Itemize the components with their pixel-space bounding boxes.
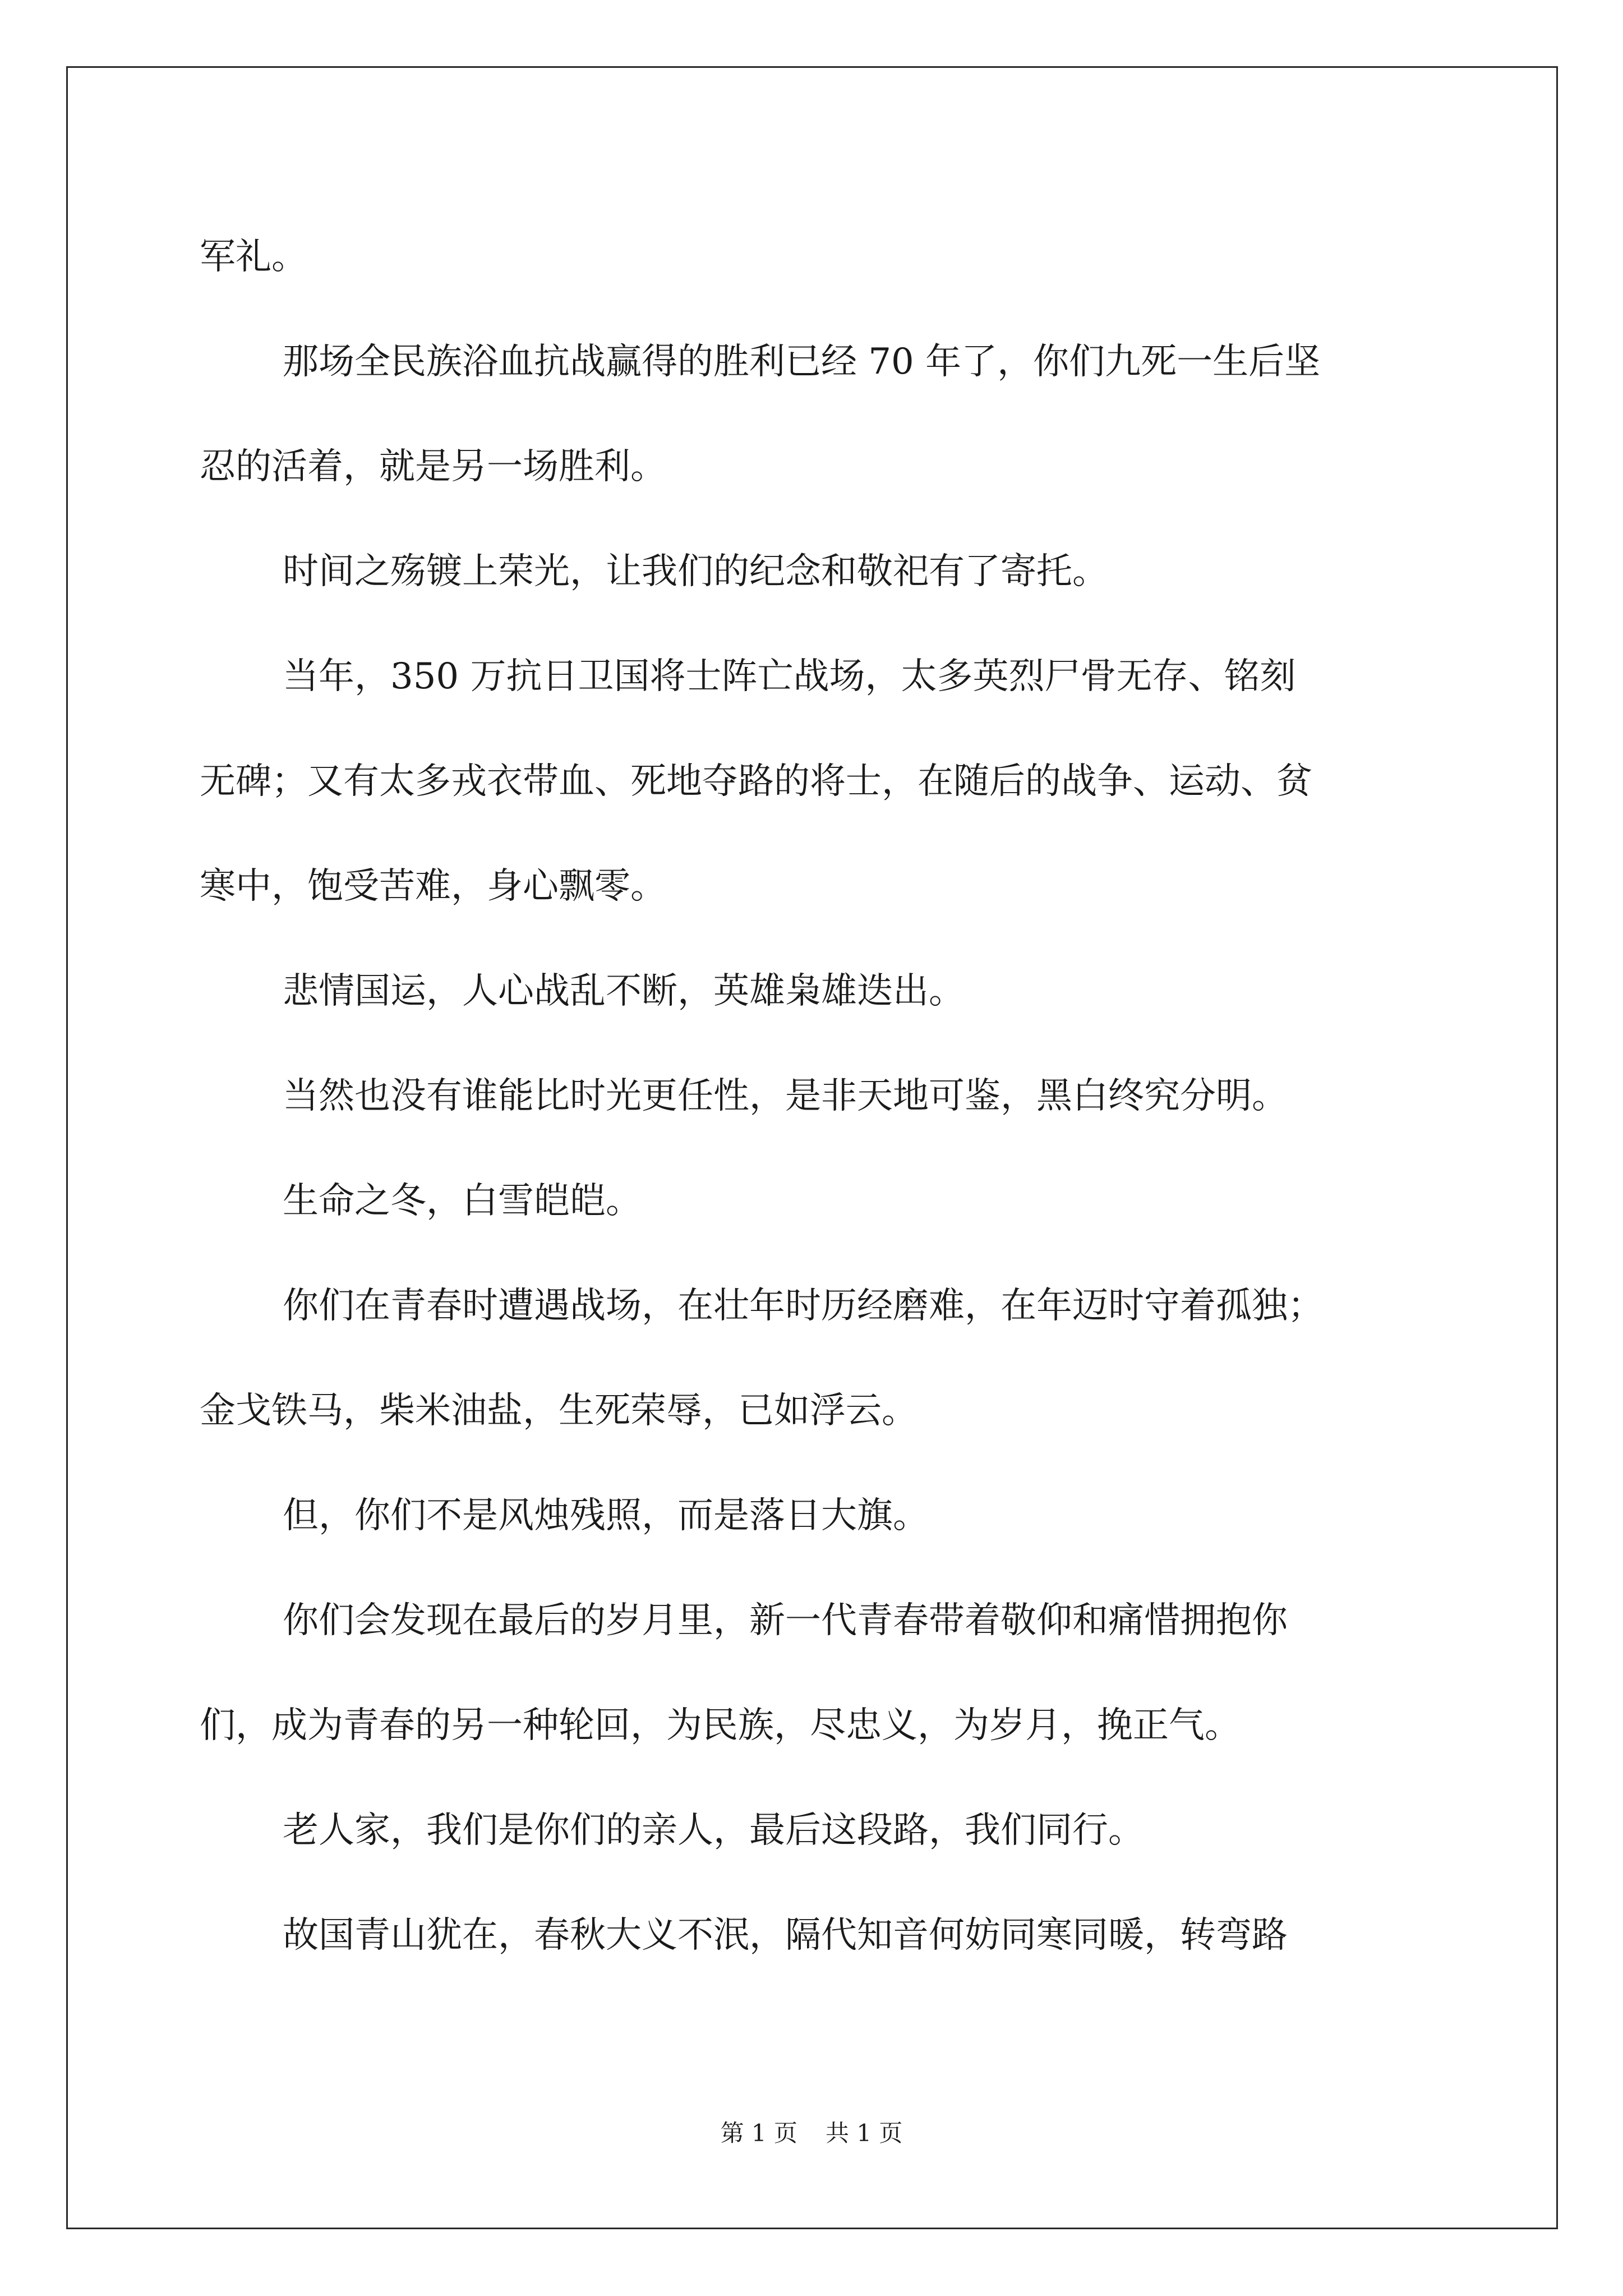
page-footer — [0, 2115, 1623, 2148]
text-line-16: 老人家，我们是你们的亲人，最后这段路，我们同行。 — [283, 1810, 1144, 1851]
text-line-9: 当然也没有谁能比时光更任性，是非天地可鉴，黑白终究分明。 — [283, 1075, 1288, 1117]
page-number: 第 1 页 — [720, 2119, 797, 2147]
text-line-8: 悲情国运，人心战乱不断，英雄枭雄迭出。 — [283, 970, 965, 1012]
text-line-1: 军礼。 — [200, 236, 307, 278]
text-line-17: 故国青山犹在，春秋大义不泯，隔代知音何妨同寒同暖，转弯路 — [283, 1915, 1288, 1956]
text-line-14: 你们会发现在最后的岁月里，新一代青春带着敬仰和痛惜拥抱你 — [283, 1600, 1288, 1641]
text-line-3: 忍的活着，就是另一场胜利。 — [200, 446, 666, 487]
text-line-5: 当年，350 万抗日卫国将士阵亡战场，太多英烈尸骨无存、铭刻 — [283, 656, 1296, 697]
text-line-10: 生命之冬，白雪皑皑。 — [283, 1180, 642, 1222]
text-line-12: 金戈铁马，柴米油盐，生死荣辱，已如浮云。 — [200, 1390, 917, 1432]
text-line-7: 寒中，饱受苦难，身心飘零。 — [200, 866, 666, 907]
text-line-6: 无碑；又有太多戎衣带血、死地夺路的将士，在随后的战争、运动、贫 — [200, 761, 1312, 802]
page-total: 共 1 页 — [826, 2119, 903, 2147]
text-line-2: 那场全民族浴血抗战赢得的胜利已经 70 年了，你们九死一生后坚 — [283, 341, 1321, 383]
text-line-15: 们，成为青春的另一种轮回，为民族，尽忠义，为岁月，挽正气。 — [200, 1705, 1241, 1746]
text-line-11: 你们在青春时遭遇战场，在壮年时历经磨难，在年迈时守着孤独； — [283, 1285, 1324, 1327]
text-line-4: 时间之殇镀上荣光，让我们的纪念和敬祀有了寄托。 — [283, 551, 1108, 592]
document-body — [200, 205, 1461, 1988]
text-line-13: 但，你们不是风烛残照，而是落日大旗。 — [283, 1495, 929, 1536]
